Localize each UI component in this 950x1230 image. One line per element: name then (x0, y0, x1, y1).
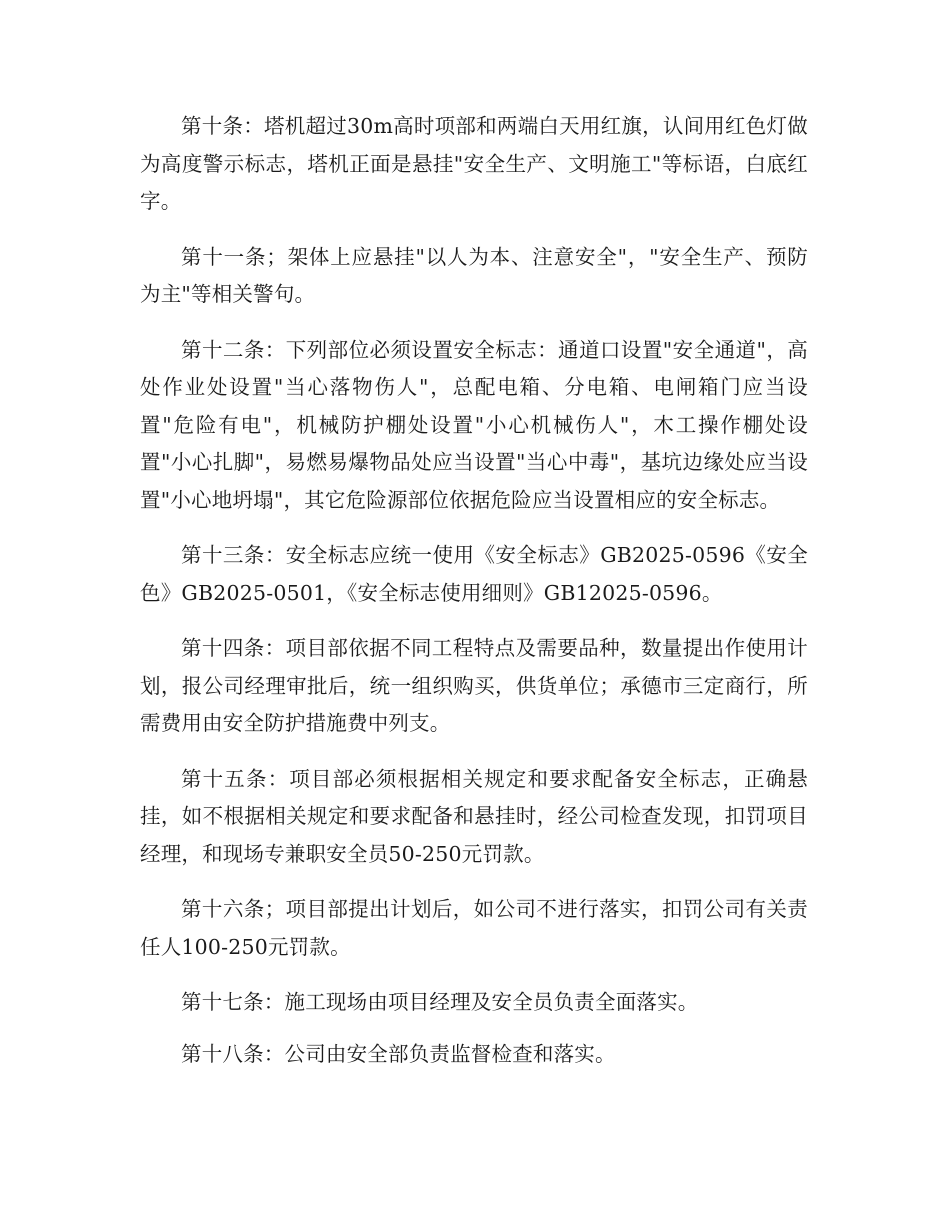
article-16-paragraph: 第十六条；项目部提出计划后，如公司不进行落实，扣罚公司有关责任人100-250元罚款。 (140, 897, 808, 959)
article-14-paragraph: 第十四条：项目部依据不同工程特点及需要品种，数量提出作使用计划，报公司经理审批后，统一组织购买，供货单位；承德市三定商行，所需费用由安全防护措施费中列支。 (140, 636, 808, 735)
article-13-paragraph: 第十三条：安全标志应统一使用《安全标志》GB2025-0596《安全色》GB2025-0501，《安全标志使用细则》GB12025-0596。 (140, 543, 808, 605)
document-body (140, 108, 808, 1091)
article-15-paragraph: 第十五条：项目部必须根据相关规定和要求配备安全标志，正确悬挂，如不根据相关规定和要求配备和悬挂时，经公司检查发现，扣罚项目经理，和现场专兼职安全员50-250元罚款。 (140, 766, 808, 866)
article-17-paragraph: 第十七条：施工现场由项目经理及安全员负责全面落实。 (181, 990, 699, 1014)
article-12-paragraph: 第十二条：下列部位必须设置安全标志：通道口设置"安全通道"，高处作业处设置"当心落物伤人"，总配电箱、分电箱、电闸箱门应当设置"危险有电"，机械防护棚处设置"小心机械伤人"，木工操作棚处设置"小心扎脚"，易燃易爆物品处应当设置"当心中毒"，基坑边缘处应当设置"小心地坍塌"，其它危险源部位依据危险应当设置相应的安全标志。 (140, 337, 808, 512)
article-10-paragraph: 第十条：塔机超过30m高时项部和两端白天用红旗，认间用红色灯做为高度警示标志，塔机正面是悬挂"安全生产、文明施工"等标语，白底红字。 (140, 114, 808, 213)
article-11-paragraph: 第十一条；架体上应悬挂"以人为本、注意安全"，"安全生产、预防为主"等相关警句。 (140, 244, 808, 306)
article-18-paragraph: 第十八条：公司由安全部负责监督检查和落实。 (181, 1041, 616, 1066)
